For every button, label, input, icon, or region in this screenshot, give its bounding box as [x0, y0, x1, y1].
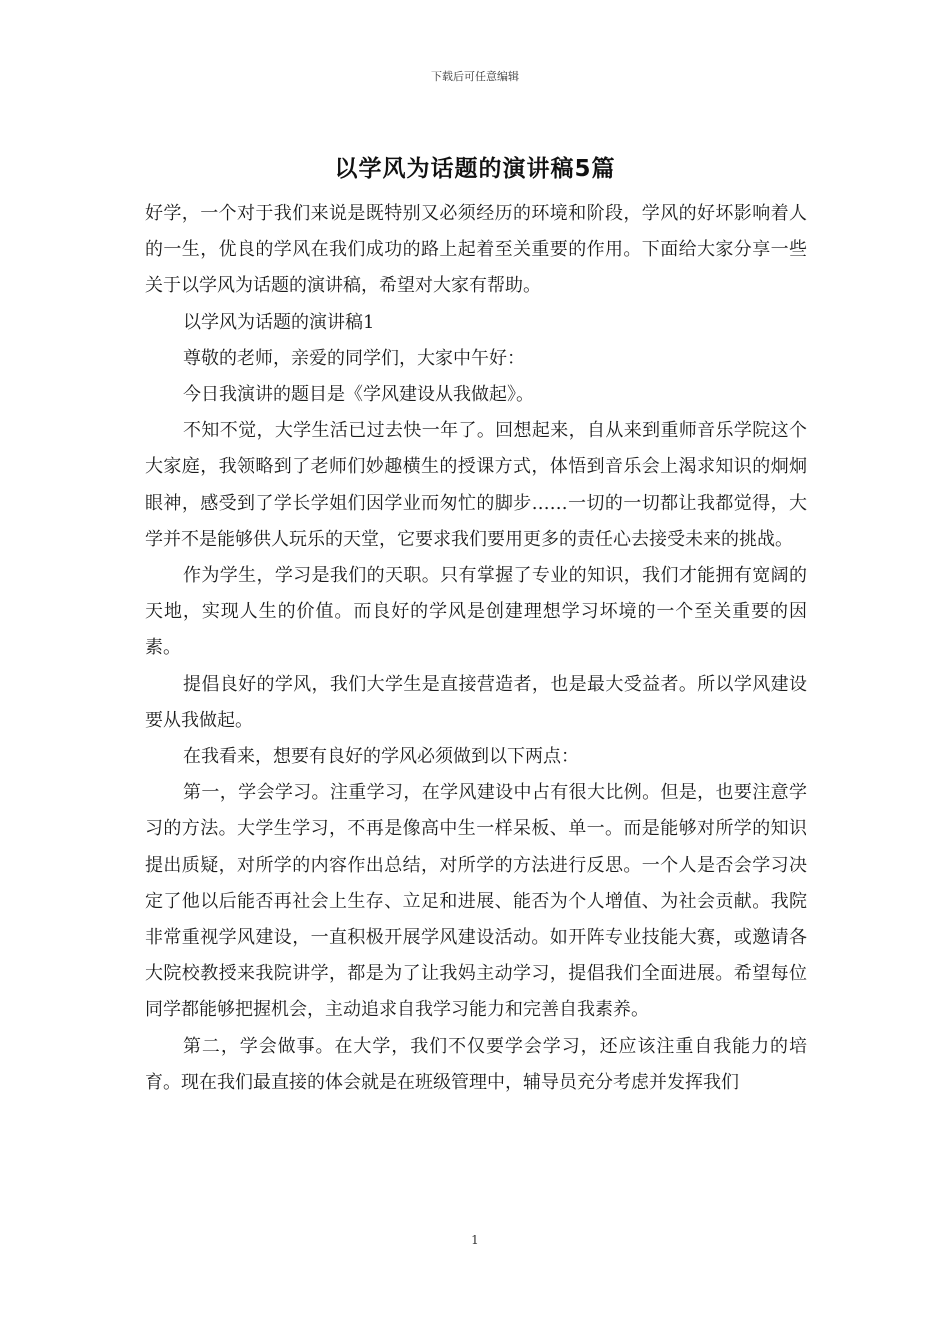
page-number: 1	[471, 1233, 479, 1247]
header-note: 下载后可任意编辑	[431, 70, 519, 83]
paragraph: 以学风为话题的演讲稿1	[183, 311, 375, 333]
paragraph: 提倡良好的学风，我们大学生是直接营造者，也是最大受益者。所以学风建设要从我做起。	[145, 673, 807, 731]
paragraph: 不知不觉，大学生活已过去快一年了。回想起来，自从来到重师音乐学院这个大家庭，我领略到了老师们妙趣横生的授课方式，体悟到音乐会上渴求知识的炯炯眼神，感受到了学长学姐们因学业而匆忙的脚步……一切的一切都让我都觉得，大学并不是能够供人玩乐的天堂，它要求我们要用更多的责任心去接受未来的挑战。	[145, 420, 807, 550]
paragraph: 在我看来，想要有良好的学风必须做到以下两点：	[183, 746, 579, 768]
document-title: 以学风为话题的演讲稿5篇	[334, 156, 616, 182]
paragraph: 好学，一个对于我们来说是既特别又必须经历的环境和阶段，学风的好坏影响着人的一生，优良的学风在我们成功的路上起着至关重要的作用。下面给大家分享一些关于以学风为话题的演讲稿，希望对大家有帮助。	[145, 203, 807, 297]
paragraph: 尊敬的老师，亲爱的同学们，大家中午好：	[183, 347, 525, 369]
paragraph: 第一，学会学习。注重学习，在学风建设中占有很大比例。但是，也要注意学习的方法。大学生学习，不再是像高中生一样呆板、单一。而是能够对所学的知识提出质疑，对所学的内容作出总结，对所学的方法进行反思。一个人是否会学习决定了他以后能否再社会上生存、立足和进展、能否为个人增值、为社会贡献。我院非常重视学风建设，一直积极开展学风建设活动。如开阵专业技能大赛，或邀请各大院校教授来我院讲学，都是为了让我妈主动学习，提倡我们全面进展。希望每位同学都能够把握机会，主动追求自我学习能力和完善自我素养。	[145, 782, 807, 1021]
paragraph: 今日我演讲的题目是《学风建设从我做起》。	[183, 384, 534, 406]
document-body	[145, 196, 807, 1101]
paragraph: 第二，学会做事。在大学，我们不仅要学会学习，还应该注重自我能力的培育。现在我们最直接的体会就是在班级管理中，辅导员充分考虑并发挥我们	[145, 1035, 807, 1093]
paragraph: 作为学生，学习是我们的天职。只有掌握了专业的知识，我们才能拥有宽阔的天地，实现人生的价值。而良好的学风是创建理想学习坏境的一个至关重要的因素。	[145, 565, 807, 659]
